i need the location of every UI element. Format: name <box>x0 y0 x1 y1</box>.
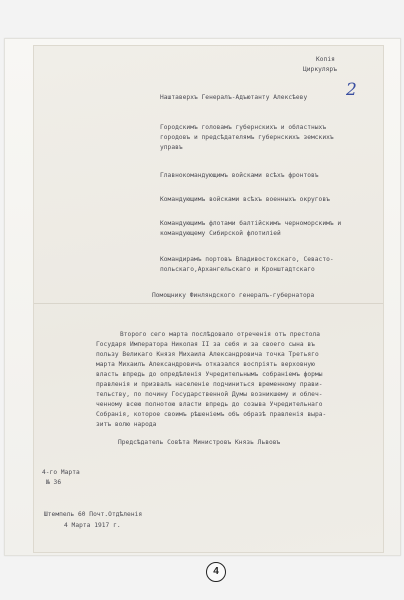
body-line: ченному всею полнотою власти впредь до созыва Учредительнаго <box>96 401 323 408</box>
body-line: марта Михаилъ Александровичъ отказался воспріять верховную <box>96 361 315 368</box>
body-line: Государя Императора Николая II за себя и за своего сына въ <box>96 341 315 348</box>
header-circular-label: Циркуляръ <box>303 66 337 73</box>
body-line: Собранія, которое своимъ рѣшеніемъ объ образѣ правленія выра- <box>96 411 327 418</box>
body-line: зитъ волю народа <box>96 421 157 428</box>
body-line: пользу Великаго Князя Михаила Александровича точка Третьяго <box>96 351 319 358</box>
addressee-line: Помощнику Финляндского генералъ-губернатора <box>152 292 315 299</box>
post-stamp-line: Штемпель 60 Почт.Отдѣленія <box>44 511 143 518</box>
body-line: тельству, по почину Государственной Думы возникшему и облеч- <box>96 391 323 398</box>
display-frame <box>4 38 401 556</box>
signature-line: Предсѣдатель Совѣта Министровъ Князь Львовъ <box>118 439 281 446</box>
document-number: № 36 <box>46 479 62 486</box>
body-line: Второго сего марта послѣдовало отреченія отъ престола <box>120 331 321 338</box>
addressee-line: польскаго,Архангельскаго и Кронштадтскаго <box>160 266 315 273</box>
header-copy-label: Копія <box>316 56 335 63</box>
body-line: правленія и призвалъ населеніе подчиниться временному прави- <box>96 381 323 388</box>
addressee-line: Городскимъ головамъ губернскихъ и областныхъ <box>160 124 327 131</box>
page-number-badge: 4 <box>206 562 226 582</box>
document-sheet <box>33 45 384 553</box>
handwritten-number: 2 <box>346 80 357 100</box>
addressee-line: управъ <box>160 144 183 151</box>
addressee-line: городовъ и предсѣдателямъ губернскихъ земскихъ <box>160 134 334 141</box>
addressee-line: Командующимъ флотами балтійскимъ черноморскимъ и <box>160 220 342 227</box>
addressee-line: Командирамъ портовъ Владивостокскаго, Севасто- <box>160 256 334 263</box>
addressee-line: Главнокомандующимъ войсками всѣхъ фронтовъ <box>160 172 319 179</box>
addressee-line: Наштаверхъ Генералъ-Адъютанту Алексѣеву <box>160 94 308 101</box>
addressee-line: Командующимъ войсками всѣхъ военныхъ округовъ <box>160 196 330 203</box>
date-line: 4-го Марта <box>42 469 80 476</box>
addressee-line: командующему Сибирской флотиліей <box>160 230 281 237</box>
body-line: власть впредь до опредѣленія Учредительнымъ собраніемъ формы <box>96 371 323 378</box>
post-stamp-date: 4 Марта 1917 г. <box>64 522 121 529</box>
